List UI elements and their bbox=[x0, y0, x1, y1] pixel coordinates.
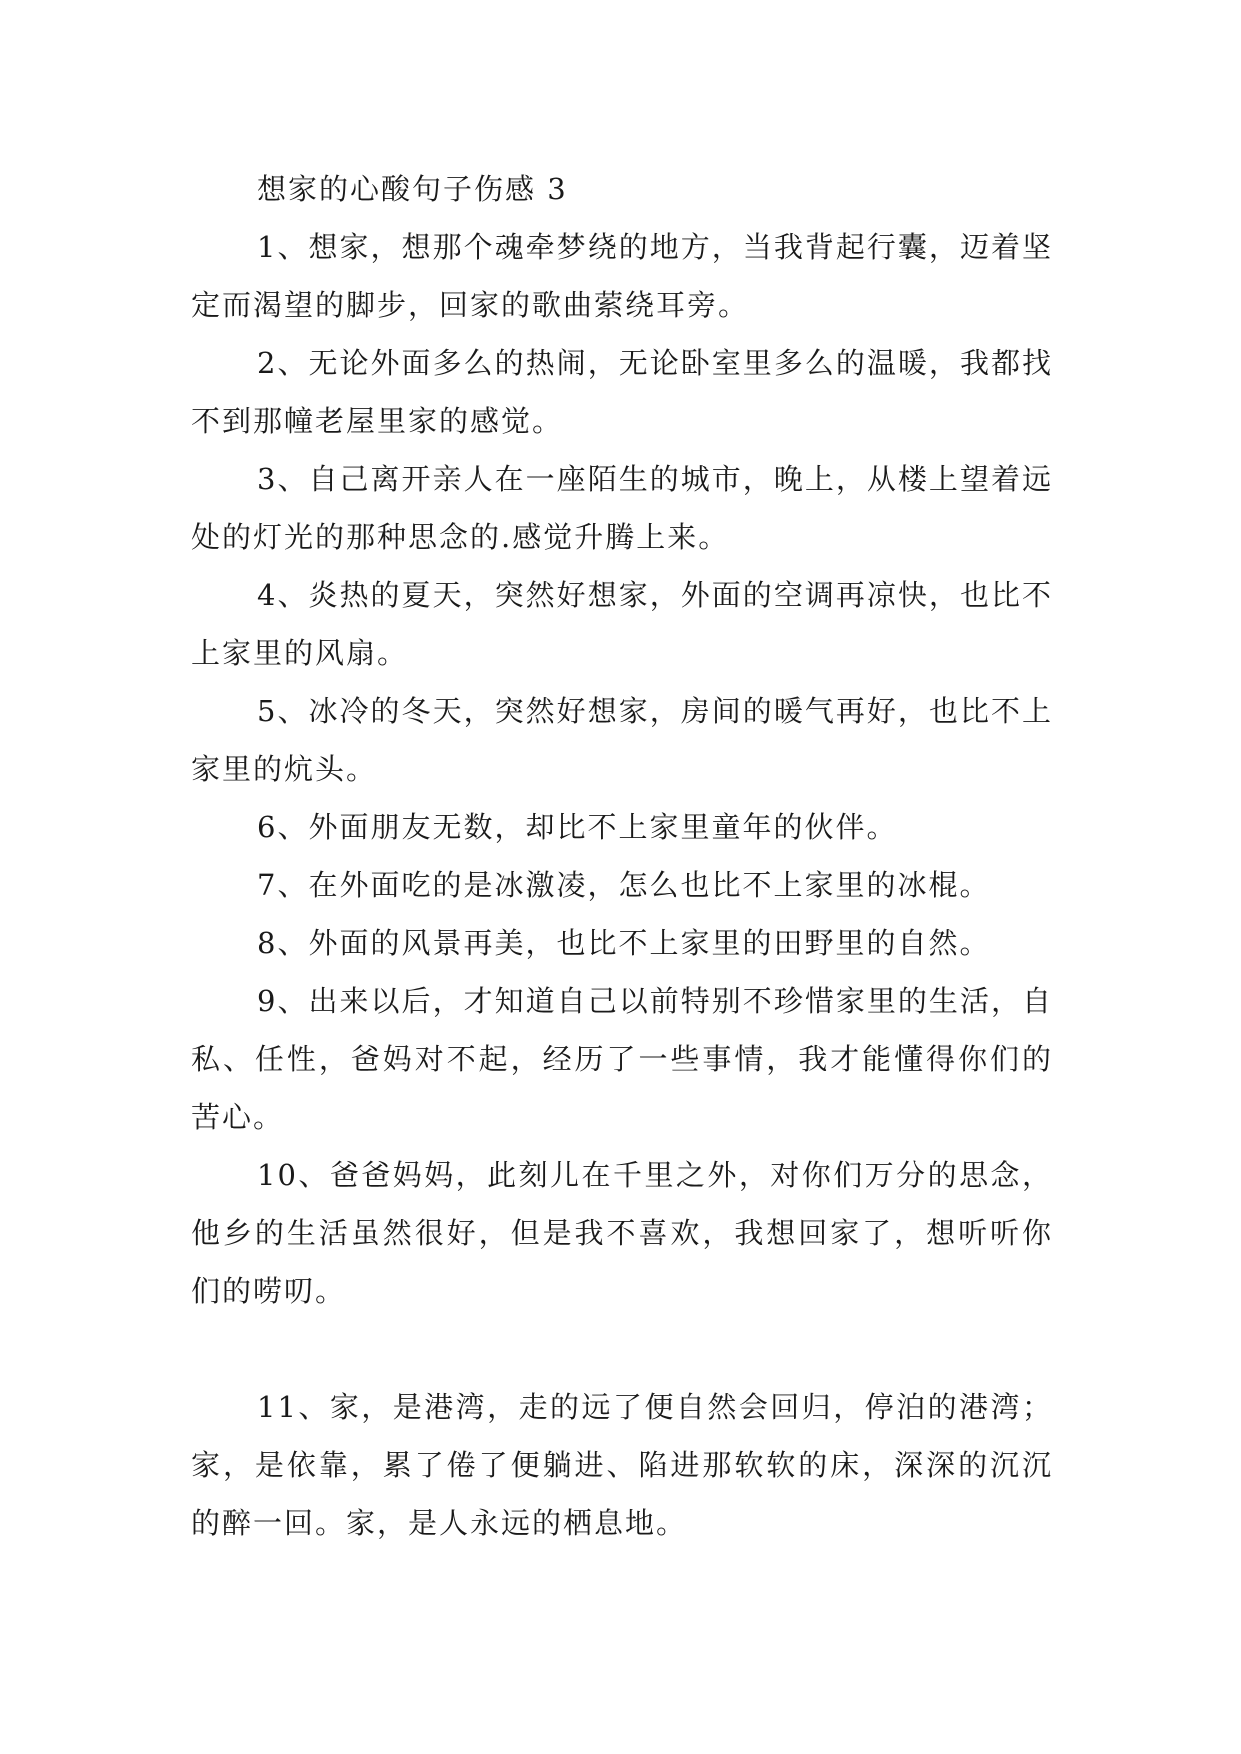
paragraph-9: 9、出来以后，才知道自己以前特别不珍惜家里的生活，自私、任性，爸妈对不起，经历了一些事情，我才能懂得你们的苦心。 bbox=[191, 984, 1053, 1134]
document-page bbox=[191, 160, 1053, 1552]
paragraph-1: 1、想家，想那个魂牵梦绕的地方，当我背起行囊，迈着坚定而渴望的脚步，回家的歌曲萦绕耳旁。 bbox=[191, 230, 1053, 322]
paragraph-8: 8、外面的风景再美，也比不上家里的田野里的自然。 bbox=[257, 926, 991, 960]
paragraph-3: 3、自己离开亲人在一座陌生的城市，晚上，从楼上望着远处的灯光的那种思念的.感觉升腾上来。 bbox=[191, 462, 1053, 554]
document-title: 想家的心酸句子伤感 3 bbox=[257, 172, 568, 206]
paragraph-4: 4、炎热的夏天，突然好想家，外面的空调再凉快，也比不上家里的风扇。 bbox=[191, 578, 1053, 670]
paragraph-6: 6、外面朋友无数，却比不上家里童年的伙伴。 bbox=[257, 810, 898, 844]
paragraph-5: 5、冰冷的冬天，突然好想家，房间的暖气再好，也比不上家里的炕头。 bbox=[191, 694, 1053, 786]
paragraph-10: 10、爸爸妈妈，此刻儿在千里之外，对你们万分的思念，他乡的生活虽然很好，但是我不喜欢，我想回家了，想听听你们的唠叨。 bbox=[191, 1158, 1053, 1308]
paragraph-2: 2、无论外面多么的热闹，无论卧室里多么的温暖，我都找不到那幢老屋里家的感觉。 bbox=[191, 346, 1053, 438]
paragraph-gap bbox=[191, 1320, 1053, 1378]
paragraph-11: 11、家，是港湾，走的远了便自然会回归，停泊的港湾；家，是依靠，累了倦了便躺进、陷进那软软的床，深深的沉沉的醉一回。家，是人永远的栖息地。 bbox=[191, 1390, 1053, 1540]
paragraph-7: 7、在外面吃的是冰激凌，怎么也比不上家里的冰棍。 bbox=[257, 868, 991, 902]
